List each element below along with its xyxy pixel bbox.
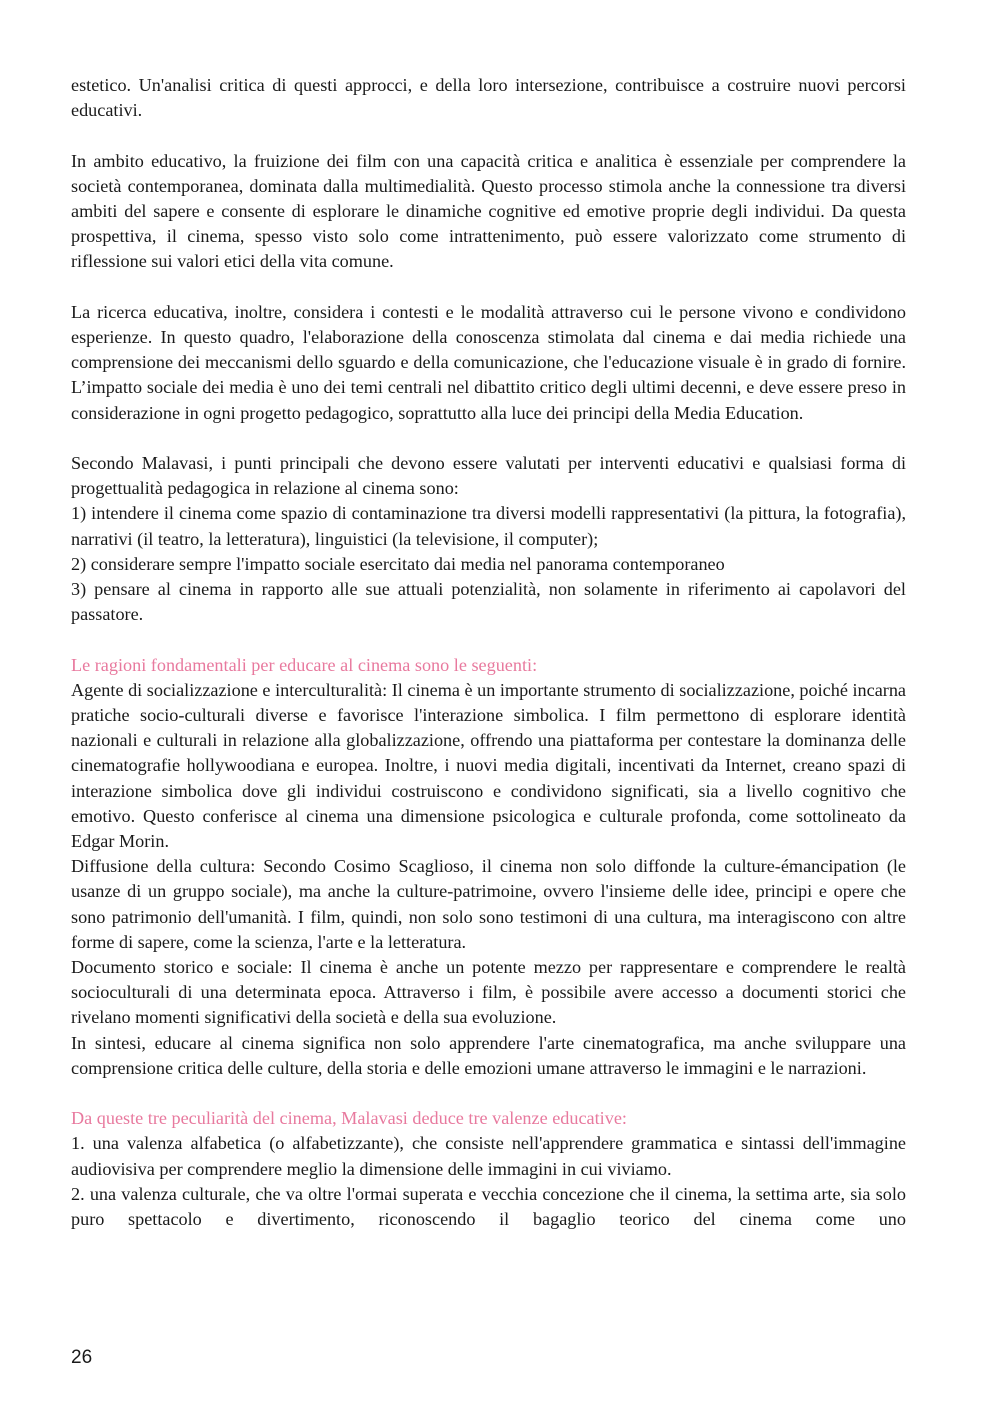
reason-diffusione-cultura: Diffusione della cultura: Secondo Cosimo Scaglioso, il cinema non solo diffonde la culture-émancipation (le usanze di un gruppo sociale), ma anche la culture-patrimoine, ovvero l'insieme delle idee, principi e opere che sono patrimonio dell'umanità. I film, quindi, non solo sono testimoni di una cultura, ma interagiscono con altre forme di sapere, come la scienza, l'arte e la letteratura.	[71, 856, 906, 952]
paragraph-malavasi-intro: Secondo Malavasi, i punti principali che devono essere valutati per interventi educativi e qualsiasi forma di progettualità pedagogica in relazione al cinema sono:	[71, 453, 906, 499]
list-item-point-3: 3) pensare al cinema in rapporto alle sue attuali potenzialità, non solamente in riferimento ai capolavori del passatore.	[71, 579, 906, 625]
list-item-point-2: 2) considerare sempre l'impatto sociale esercitato dai media nel panorama contemporaneo	[71, 553, 725, 574]
paragraph-gap	[71, 627, 906, 652]
paragraph-educational-context: In ambito educativo, la fruizione dei film con una capacità critica e analitica è essenziale per comprendere la società contemporanea, dominata dalla multimedialità. Questo processo stimola anche la connessione tra diversi ambiti del sapere e consente di esplorare le dinamiche cognitive ed emotive proprie degli individui. Da questa prospettiva, il cinema, spesso visto solo come intrattenimento, può essere valorizzato come strumento di riflessione sui valori etici della vita comune.	[71, 150, 906, 272]
paragraph-gap	[71, 426, 906, 451]
list-item-valenza-2: 2. una valenza culturale, che va oltre l'ormai superata e vecchia concezione che il cinema, la settima arte, sia solo puro spettacolo e divertimento, riconoscendo il bagaglio teorico del cinema come uno	[71, 1183, 906, 1230]
paragraph-sintesi: In sintesi, educare al cinema significa non solo apprendere l'arte cinematografica, ma anche sviluppare una comprensione critica delle culture, della storia e delle emozioni umane attraverso le immagini e le narrazioni.	[71, 1032, 906, 1078]
reason-documento-storico: Documento storico e sociale: Il cinema è anche un potente mezzo per rappresentare e comprendere le realtà socioculturali di una determinata epoca. Attraverso i film, è possibile avere accesso a documenti storici che rivelano momenti significativi della società e della sua evoluzione.	[71, 957, 906, 1028]
paragraph-gap	[71, 123, 906, 148]
reason-socializzazione: Agente di socializzazione e interculturalità: Il cinema è un importante strumento di socializzazione, poiché incarna pratiche socio-culturali diverse e favorisce l'interazione simbolica. I film permettono di esplorare identità nazionali e culturali in relazione alla globalizzazione, offrendo una piattaforma per contestare la dominanza delle cinematografie hollywoodiana e europea. Inoltre, i nuovi media digitali, incentivati da Internet, creano spazi di interazione simbolica dove gli individui costruiscono e condividono significati, sia a livello cognitivo che emotivo. Questo conferisce al cinema una dimensione psicologica e culturale profonda, come sottolineato da Edgar Morin.	[71, 679, 906, 852]
list-item-point-1: 1) intendere il cinema come spazio di contaminazione tra diversi modelli rappresentativi (la pittura, la fotografia), narrativi (il teatro, la letteratura), linguistici (la televisione, il computer);	[71, 503, 906, 549]
section-heading-ragioni: Le ragioni fondamentali per educare al cinema sono le seguenti:	[71, 654, 538, 675]
paragraph-continuation: estetico. Un'analisi critica di questi approcci, e della loro intersezione, contribuisce a costruire nuovi percorsi educativi.	[71, 75, 906, 121]
page-body	[71, 73, 906, 1232]
list-item-valenza-1: 1. una valenza alfabetica (o alfabetizzante), che consiste nell'apprendere grammatica e sintassi dell'immagine audiovisiva per comprendere meglio la dimensione delle immagini in cui viviamo.	[71, 1133, 906, 1179]
section-heading-valenze: Da queste tre peculiarità del cinema, Malavasi deduce tre valenze educative:	[71, 1108, 627, 1129]
page-number: 26	[71, 1347, 93, 1368]
paragraph-gap	[71, 275, 906, 300]
paragraph-gap	[71, 1081, 906, 1106]
paragraph-educational-research: La ricerca educativa, inoltre, considera i contesti e le modalità attraverso cui le persone vivono e condividono esperienze. In questo quadro, l'elaborazione della conoscenza stimolata dal cinema e dai media richiede una comprensione dei meccanismi dello sguardo e della comunicazione, che l'educazione visuale è in grado di fornire. L’impatto sociale dei media è uno dei temi centrali nel dibattito critico degli ultimi decenni, e deve essere preso in considerazione in ogni progetto pedagogico, soprattutto alla luce dei principi della Media Education.	[71, 301, 906, 423]
